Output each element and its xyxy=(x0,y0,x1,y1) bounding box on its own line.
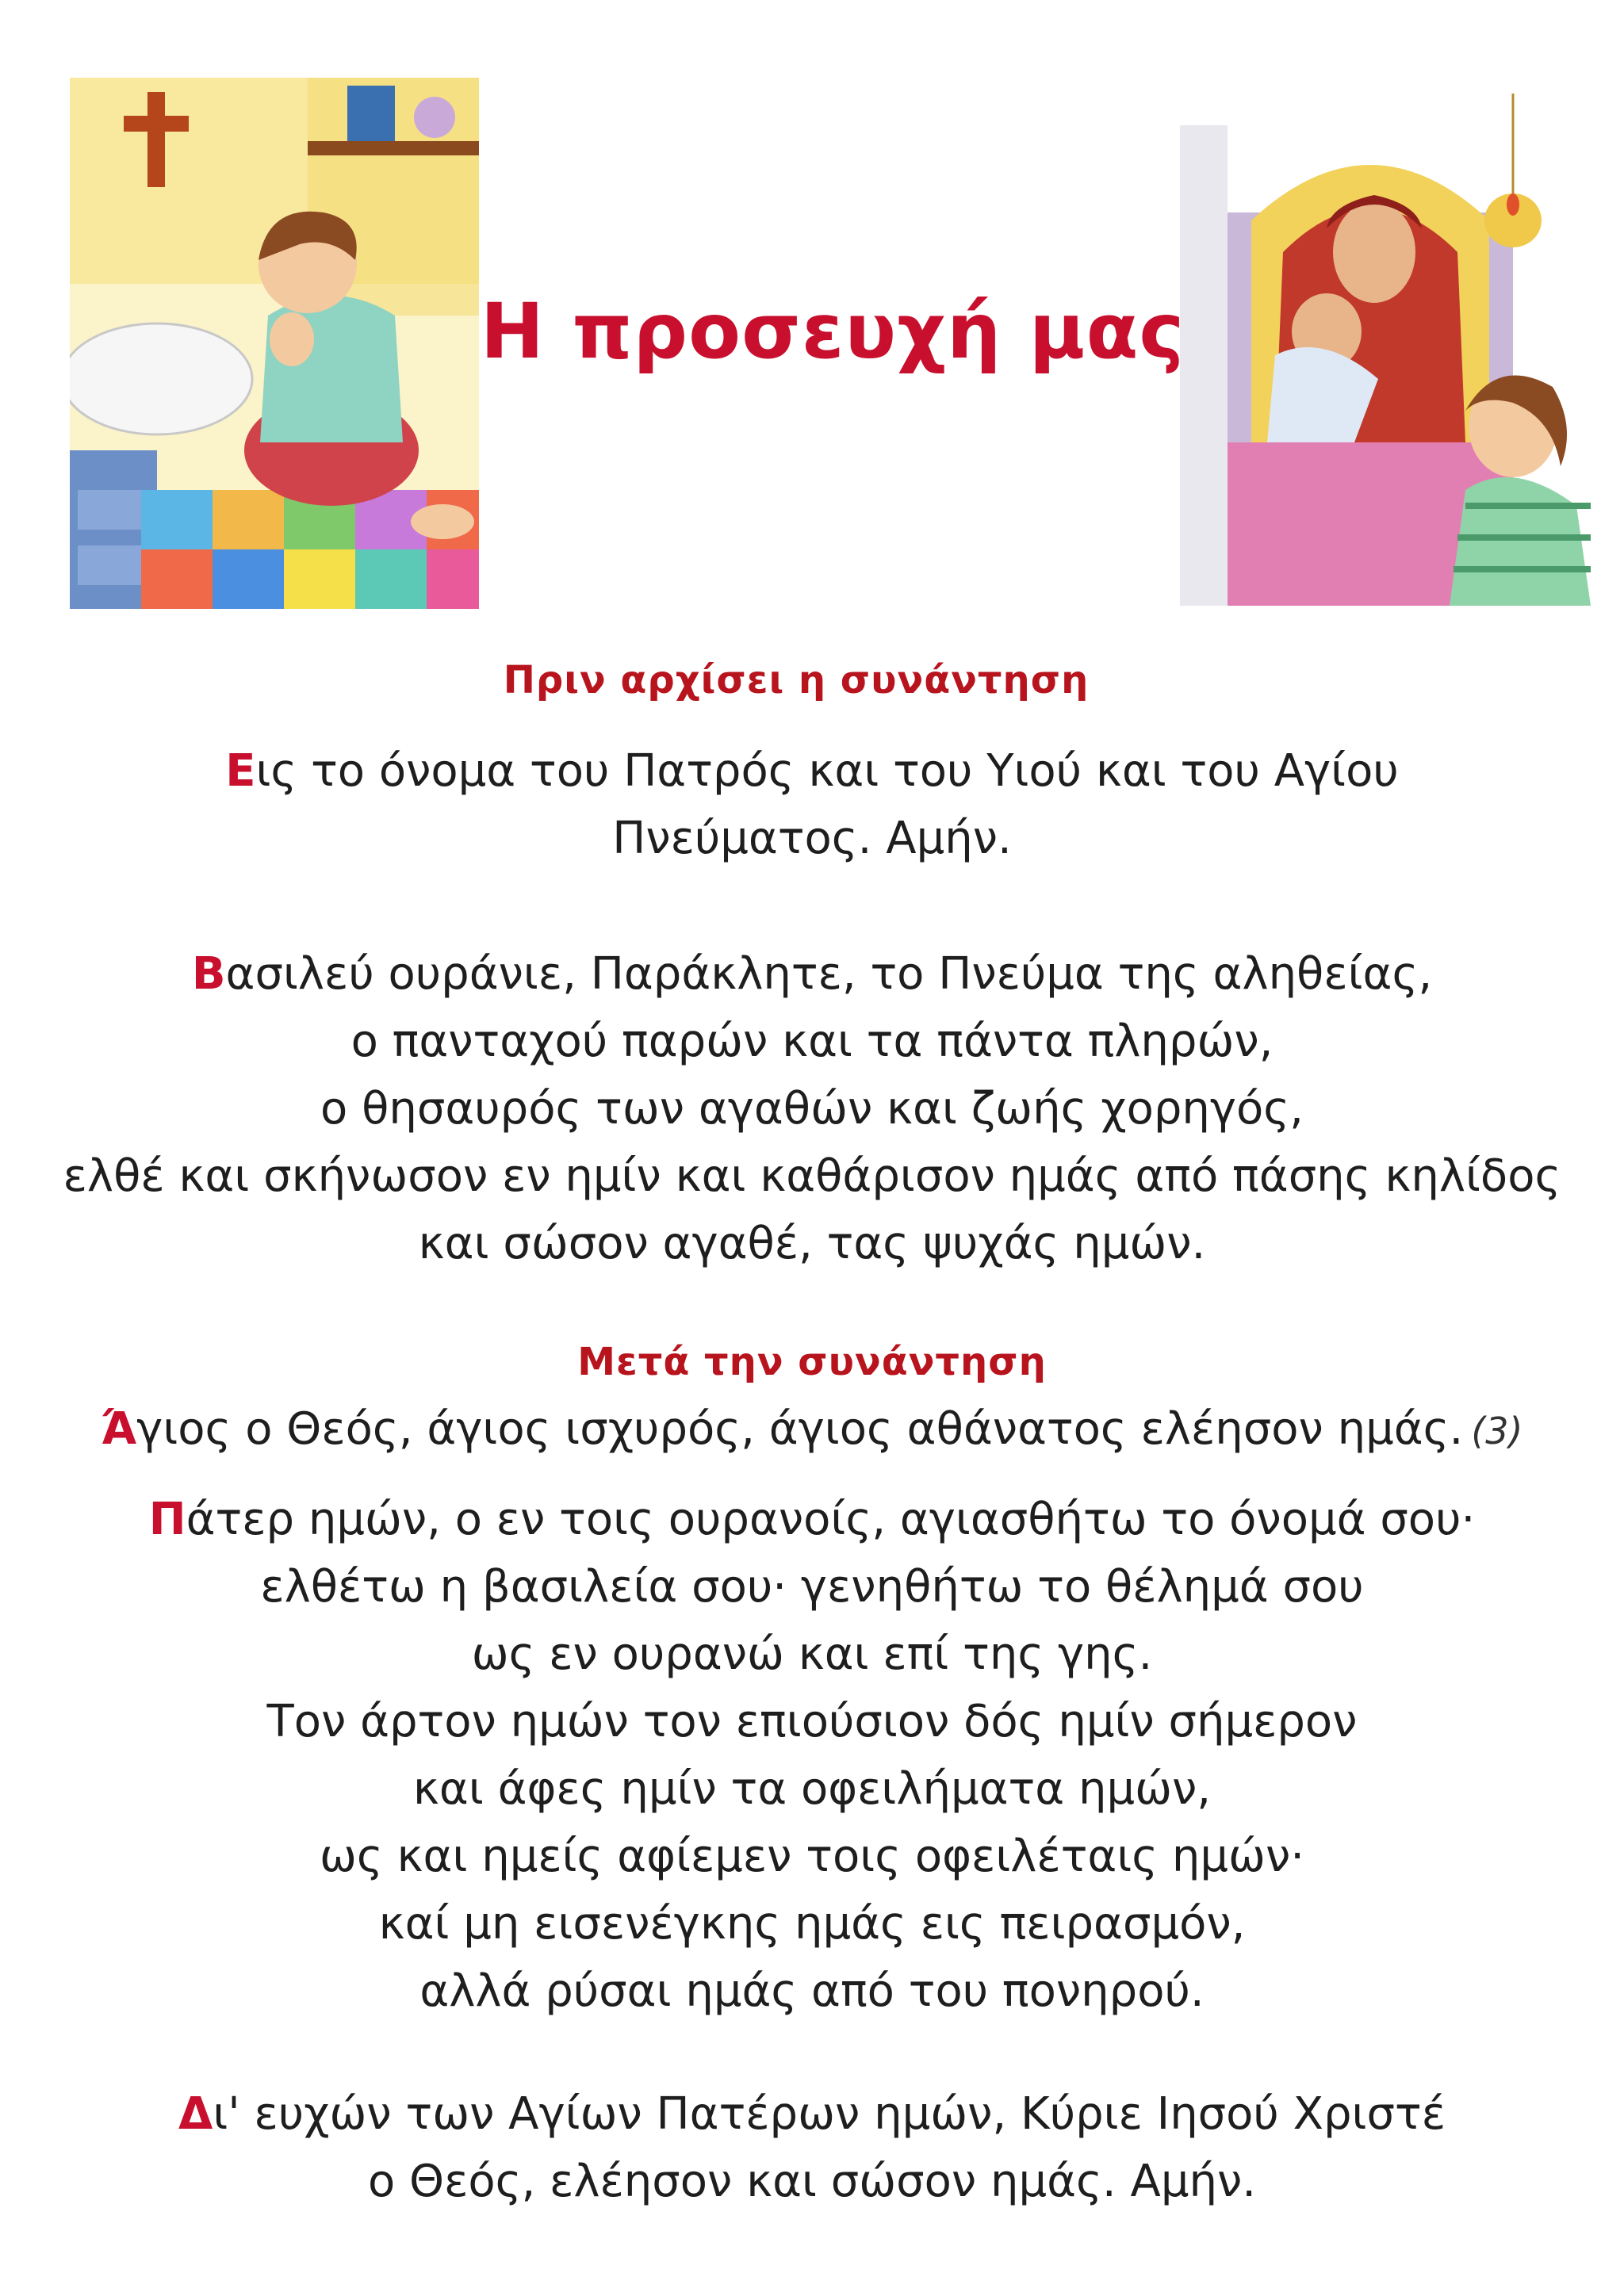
section-heading-after: Μετά την συνάντηση xyxy=(577,1340,1047,1384)
prayer-line: ο Θεός, ελέησον και σώσον ημάς. Αμήν. xyxy=(367,2156,1257,2207)
section-heading-before: Πριν αρχίσει η συνάντηση xyxy=(503,658,1090,702)
drop-initial: Π xyxy=(148,1494,186,1545)
heavenly-king-prayer xyxy=(0,940,1624,1277)
drop-initial: Δ xyxy=(178,2088,213,2140)
prayer-line: καί μη εισενέγκης ημάς εις πειρασμόν, xyxy=(378,1898,1246,1950)
page-title: Η προσευχή μας xyxy=(480,287,1185,376)
prayer-line: Εις το όνομα του Πατρός και του Υιού και του Αγίου xyxy=(225,745,1399,797)
prayer-line: αλλά ρύσαι ημάς από του πονηρού. xyxy=(419,1965,1205,2017)
prayer-line: Πνεύματος. Αμήν. xyxy=(612,813,1012,864)
prayer-line: ελθέ και σκήνωσον εν ημίν και καθάρισον ημάς από πάσης κηλίδος xyxy=(63,1150,1561,1202)
prayer-line: και σώσον αγαθέ, τας ψυχάς ημών. xyxy=(418,1218,1206,1269)
repeat-note: (3) xyxy=(1471,1410,1523,1452)
prayer-line: ως εν ουρανώ και επί της γης. xyxy=(471,1628,1153,1680)
lords-prayer xyxy=(0,1486,1624,2025)
prayer-line: Βασιλεύ ουράνιε, Παράκλητε, το Πνεύμα της αληθείας, xyxy=(191,948,1433,1000)
prayer-line: ο πανταχού παρών και τα πάντα πληρών, xyxy=(350,1016,1274,1067)
drop-initial: Ά xyxy=(101,1403,137,1455)
girl-venerating-icon-illustration xyxy=(1180,94,1591,606)
prayer-line: Πάτερ ημών, ο εν τοις ουρανοίς, αγιασθήτω το όνομά σου· xyxy=(148,1494,1476,1545)
drop-initial: Β xyxy=(191,948,226,1000)
boy-praying-illustration xyxy=(70,78,479,609)
prayer-line: Δι' ευχών των Αγίων Πατέρων ημών, Κύριε Ιησού Χριστέ xyxy=(178,2088,1446,2140)
prayer-line: και άφες ημίν τα οφειλήματα ημών, xyxy=(412,1763,1212,1815)
prayer-line: Άγιος ο Θεός, άγιος ισχυρός, άγιος αθάνατος ελέησον ημάς. (3) xyxy=(101,1403,1523,1455)
prayer-line: ο θησαυρός των αγαθών και ζωής χορηγός, xyxy=(320,1083,1304,1135)
drop-initial: Ε xyxy=(225,745,256,797)
trisagion-prayer xyxy=(0,1395,1624,1465)
closing-prayer xyxy=(0,2080,1624,2215)
prayer-line: Τον άρτον ημών τον επιούσιον δός ημίν σήμερον xyxy=(266,1696,1358,1747)
sign-of-cross-prayer xyxy=(0,737,1624,872)
prayer-line: ως και ημείς αφίεμεν τοις οφειλέταις ημών· xyxy=(319,1831,1305,1882)
prayer-line: ελθέτω η βασιλεία σου· γενηθήτω το θέλημά σου xyxy=(260,1561,1364,1613)
